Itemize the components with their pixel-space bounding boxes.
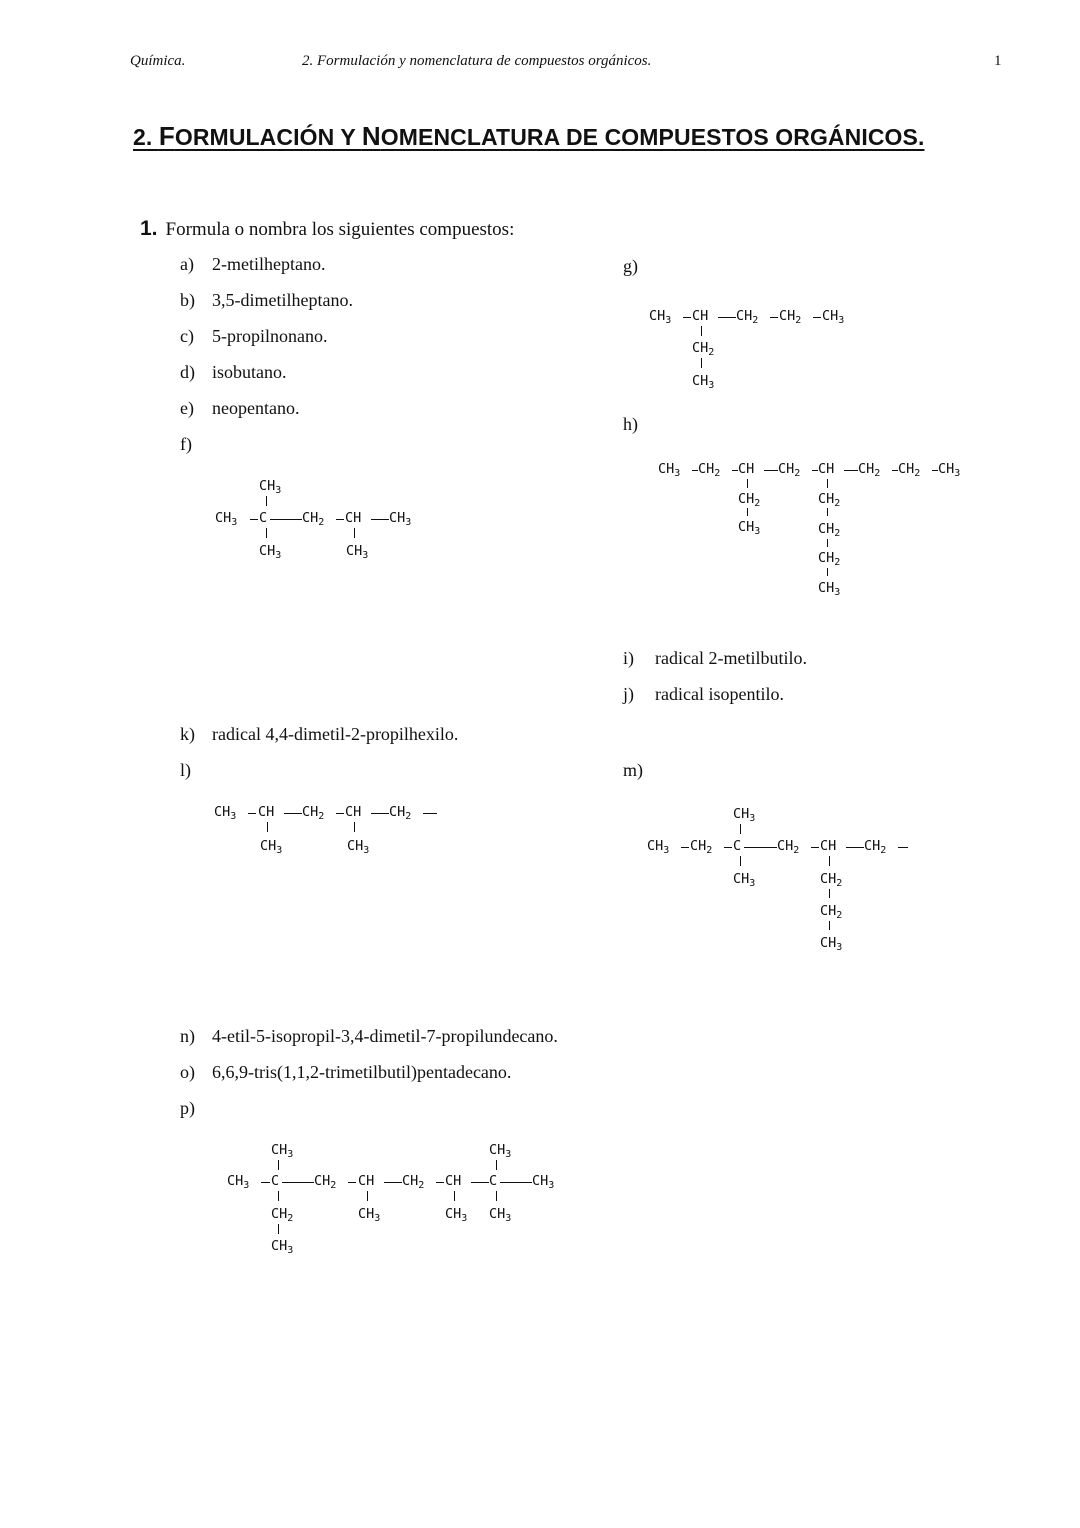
item-p: p) bbox=[180, 1098, 195, 1118]
item-g: g) bbox=[623, 256, 638, 276]
question-prompt: 1. Formula o nombra los siguientes compuestos: bbox=[140, 217, 515, 240]
item-a: a) 2-metilheptano. bbox=[180, 254, 326, 274]
item-b: b) 3,5-dimetilheptano. bbox=[180, 290, 353, 310]
item-e: e) neopentano. bbox=[180, 398, 300, 418]
item-h: h) bbox=[623, 414, 638, 434]
item-i: i) radical 2-metilbutilo. bbox=[623, 648, 807, 668]
item-j: j) radical isopentilo. bbox=[623, 684, 784, 704]
item-o: o) 6,6,9-tris(1,1,2-trimetilbutil)pentadecano. bbox=[180, 1062, 512, 1082]
item-f: f) bbox=[180, 434, 192, 454]
item-k: k) radical 4,4-dimetil-2-propilhexilo. bbox=[180, 724, 459, 744]
item-n: n) 4-etil-5-isopropil-3,4-dimetil-7-propilundecano. bbox=[180, 1026, 558, 1046]
page-number: 1 bbox=[994, 53, 1002, 69]
page-title: 2. FORMULACIÓN Y NOMENCLATURA DE COMPUESTOS ORGÁNICOS. bbox=[133, 121, 925, 151]
header-chapter: 2. Formulación y nomenclatura de compuestos orgánicos. bbox=[302, 53, 652, 69]
item-d: d) isobutano. bbox=[180, 362, 287, 382]
header-subject: Química. bbox=[130, 53, 186, 69]
item-m: m) bbox=[623, 760, 643, 780]
item-c: c) 5-propilnonano. bbox=[180, 326, 328, 346]
item-l: l) bbox=[180, 760, 191, 780]
